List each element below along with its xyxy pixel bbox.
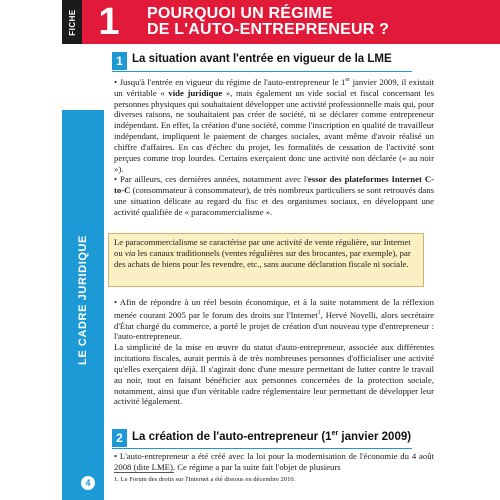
fiche-number: 1 <box>98 1 120 43</box>
bold-term: vide juridique <box>168 87 223 98</box>
section-2-body <box>114 451 434 473</box>
text-run: • Par ailleurs, ces dernières années, notamment avec l' <box>114 174 308 185</box>
text-run: • Afin de répondre à un réel besoin économique, et à la suite notamment de la réflexion menée courant 2005 par le forum des droits sur l'Internet <box>114 297 434 320</box>
section-1-heading <box>112 52 412 72</box>
text-run: », mais également un vide social et fiscal concernant les personnes physiques qui souhaitaient développer une activité professionnelle mais qui, pour diverses raisons, ne souhaitaient pas créer de société, ni se déclarer comme entrepreneur indépendant. En effet, la création d'une société, comme l'inscription en qualité de travailleur indépendant, impliquent le paiement de charges sociales, avant même d'avoir réalisé un chiffre d'affaires. En cas d'échec du projet, les formalités de cessation de l'activité sont perçues comme trop lourdes. Certains exerçaient donc une activité non déclarée (« au noir »). <box>114 87 435 174</box>
footnote: 1. Le Forum des droits sur l'Internet a été dissous en décembre 2010. <box>114 476 296 483</box>
text-run: • Jusqu'à l'entrée en vigueur du régime de l'auto-entrepreneur le 1 <box>114 76 346 87</box>
section-2-heading <box>112 429 412 449</box>
section-2-number: 2 <box>112 429 127 447</box>
italic-term: via <box>124 247 136 258</box>
sidebar-label-text: LE CADRE JURIDIQUE <box>77 235 89 365</box>
text-run: janvier 2009) <box>338 430 412 443</box>
paragraph: La simplicité de la mise en œuvre du statut d'auto-entrepreneur, associée aux différentes incitations fiscales, aurait permis à de très nombreuses personnes d'officialiser une activité qu'elles exerçaient déjà. Il s'agirait donc d'une mesure permettant de lutter contre le travail au noir, tout en faisant bénéficier aux personnes concernées de la protection sociale, notamment, ainsi que d'un véritable cadre réglementaire leur permettant de développer leur activité légalement. <box>114 342 434 407</box>
paragraph: • L'auto-entrepreneur a été créé avec la loi pour la modernisation de l'économie du 4 août 2008 (dite LME). Ce régime a par la suite fait l'objet de plusieurs <box>114 451 434 472</box>
text-run: Le paracommercialisme se caractérise par une activité de vente régulière, sur Internet ou <box>114 237 411 258</box>
page-title <box>147 6 497 38</box>
text-run: La création de l'auto-entrepreneur (1 <box>132 430 332 443</box>
bold-term: essor des plateformes Internet C-to-C <box>114 174 434 196</box>
text-run: les canaux traditionnels (ventes régulières sur des brocantes, par exemple), par des achats de biens pour les revendre, etc., sans aucune déclaration fiscale ni sociale. <box>114 247 411 269</box>
definition-box <box>108 233 424 287</box>
paragraph <box>114 297 434 342</box>
paragraph <box>114 174 434 217</box>
paragraph <box>114 75 434 174</box>
fiche-label: FICHE <box>67 8 77 36</box>
section-1-body-continued <box>114 297 434 407</box>
superscript: er <box>331 430 339 437</box>
footnote-rule <box>114 472 174 473</box>
text-run: , Hervé Novelli, alors secrétaire d'État chargé du commerce, a porté le projet de création d'un nouveau type d'entrepreneur : l'auto-entrepreneur. <box>114 309 434 342</box>
text-run: (consommateur à consommateur), de très nombreux particuliers se sont retrouvés dans une situation délicate au regard du fisc et des organismes sociaux, en développant une activité qualifiée de « paracommercialisme ». <box>114 185 434 218</box>
fiche-tag <box>62 0 82 44</box>
section-1-number: 1 <box>112 52 127 70</box>
section-2-title <box>132 430 411 443</box>
section-1-body <box>114 75 434 218</box>
page-number: 4 <box>81 476 95 490</box>
text-run: janvier 2009, il existait un véritable « <box>114 76 434 98</box>
page-title-line-1: POURQUOI UN RÉGIME <box>147 5 333 22</box>
superscript: er <box>345 77 351 83</box>
section-1-title: La situation avant l'entrée en vigueur de la LME <box>132 53 392 65</box>
footnote-ref: 1 <box>317 309 321 316</box>
page-title-line-2: DE L'AUTO-ENTREPRENEUR ? <box>147 21 390 38</box>
